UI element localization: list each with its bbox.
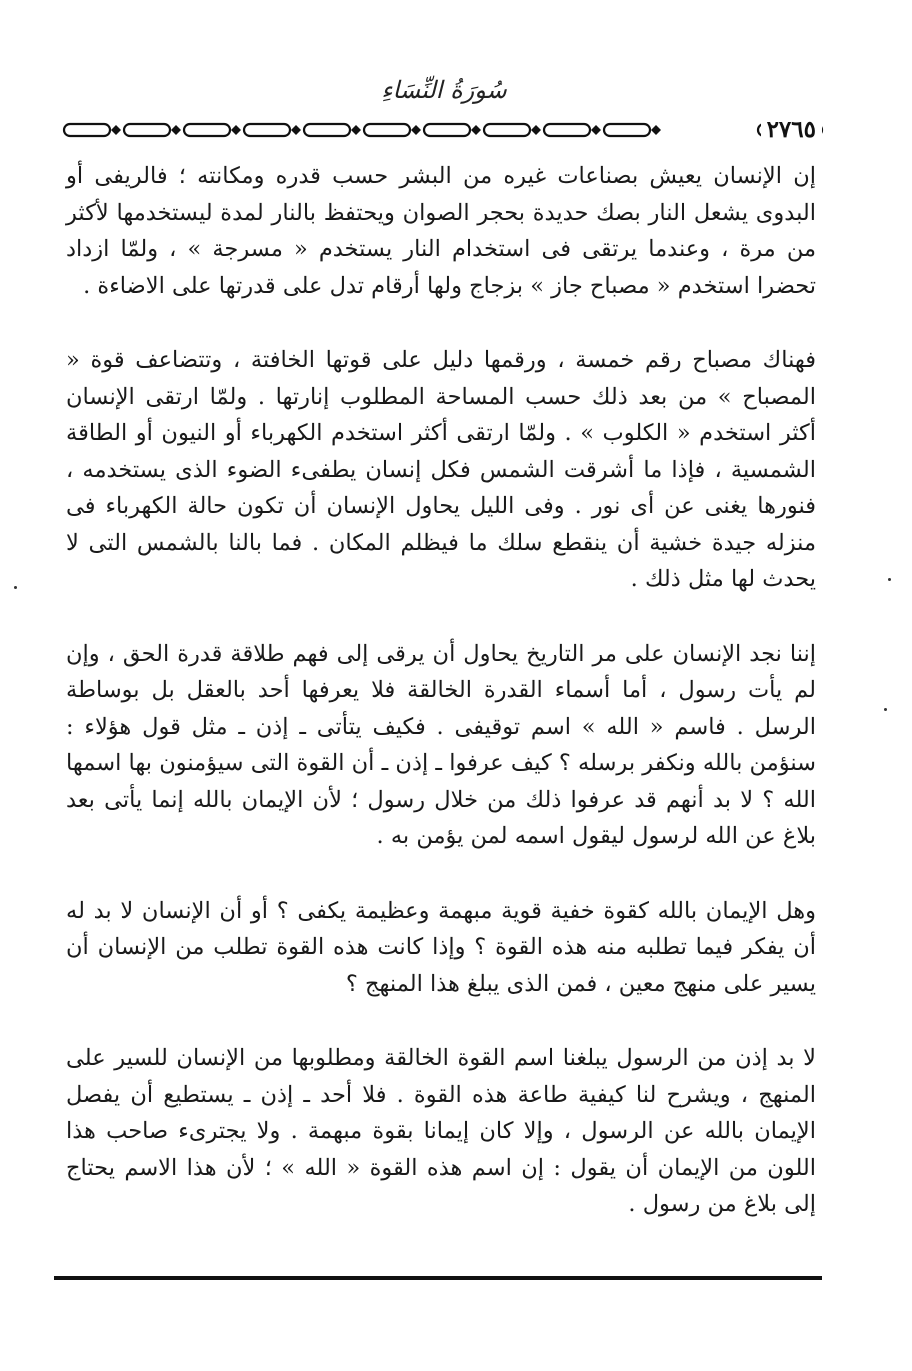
ornament-oval	[544, 124, 590, 136]
ornament-diamond	[351, 125, 361, 135]
ornament-diamond	[111, 125, 121, 135]
ornament-diamond	[471, 125, 481, 135]
ornament-oval	[124, 124, 170, 136]
footer-rule	[54, 1276, 822, 1280]
paragraph-1: إن الإنسان يعيش بصناعات غيره من البشر حسب قدره ومكانته ؛ فالريفى أو البدوى يشعل النار بصك حديدة بحجر الصوان ويحتفظ بالنار لمدة ليستخدمها لأكثر من مرة ، وعندما يرتقى فى استخدام النار يستخدم « مسرجة » ، ولمّا ازداد تحضرا استخدم « مصباح جاز » بزجاج ولها أرقام تدل على قدرتها على الاضاءة .	[66, 163, 816, 299]
ornament-diamond	[291, 125, 301, 135]
paragraph-5: لا بد إذن من الرسول يبلغنا اسم القوة الخالقة ومطلوبها من الإنسان للسير على المنهج ، ويشرح لنا كيفية طاعة هذه القوة . فلا أحد ـ إذن ـ يستطيع أن يفصل الإيمان بالله عن الرسول ، وإلا كان إيمانا بقوة مبهمة . ولا يجترىء صاحب هذا اللون من الإيمان أن يقول : إن اسم هذه القوة « الله » ؛ لأن هذا الاسم يحتاج إلى بلاغ من رسول .	[66, 1045, 816, 1217]
ornament-oval	[364, 124, 410, 136]
page-number: ٢٧٦٥	[761, 116, 822, 143]
ornament-oval	[244, 124, 290, 136]
ornament-diamond	[231, 125, 241, 135]
paragraph-4: وهل الإيمان بالله كقوة خفية قوية مبهمة وعظيمة يكفى ؟ أو أن الإنسان لا بد له أن يفكر فيما تطلبه منه هذه القوة ؟ وإذا كانت هذه القوة تطلب من الإنسان أن يسير على منهج معين ، فمن الذى يبلغ هذا المنهج ؟	[66, 897, 816, 997]
scan-speck	[888, 578, 891, 581]
ornament-diamond	[411, 125, 421, 135]
ornament-border-icon	[58, 120, 830, 140]
ornament-diamond	[171, 125, 181, 135]
scan-speck	[884, 708, 887, 711]
page-header	[58, 72, 830, 142]
ornament-oval	[304, 124, 350, 136]
paragraph-2: فهناك مصباح رقم خمسة ، ورقمها دليل على قوتها الخافتة ، وتتضاعف قوة « المصباح » من بعد ذلك حسب المساحة المطلوب إنارتها . ولمّا ارتقى الإنسان أكثر استخدم « الكلوب » . ولمّا ارتقى أكثر استخدم الكهرباء أو النيون أو الطاقة الشمسية ، فإذا ما أشرقت الشمس فكل إنسان يطفىء الضوء الذى يستخدمه ، فنورها يغنى عن أى نور . وفى الليل يحاول الإنسان أن تكون حالة الكهرباء فى منزله جيدة خشية أن ينقطع سلك ما فيظلم المكان . فما بالنا بالشمس التى لا يحدث لها مثل ذلك .	[66, 347, 816, 592]
ornament-diamond	[591, 125, 601, 135]
ornament-diamond	[531, 125, 541, 135]
scan-speck	[14, 586, 17, 589]
ornament-oval	[484, 124, 530, 136]
ornament-oval	[184, 124, 230, 136]
surah-title: سُورَةُ النِّسَاءِ	[381, 76, 507, 104]
ornament-diamond	[651, 125, 661, 135]
ornament-oval	[604, 124, 650, 136]
main-text	[66, 158, 816, 1223]
ornament-oval	[424, 124, 470, 136]
paragraph-3: إننا نجد الإنسان على مر التاريخ يحاول أن يرقى إلى فهم طلاقة قدرة الحق ، وإن لم يأت رسول ، أما أسماء القدرة الخالقة فلا يعرفها أحد بالعقل بل بوساطة الرسل . فاسم « الله » اسم توقيفى . فكيف يتأتى ـ إذن ـ مثل قول هؤلاء : سنؤمن بالله ونكفر برسله ؟ كيف عرفوا ـ إذن ـ أن القوة التى سيؤمنون بها اسمها الله ؟ لا بد أنهم قد عرفوا ذلك من خلال رسول ؛ لأن الإيمان بالله إنما يأتى بعد بلاغ عن الله لرسول ليقول اسمه لمن يؤمن به .	[66, 640, 816, 849]
ornament-oval	[64, 124, 110, 136]
